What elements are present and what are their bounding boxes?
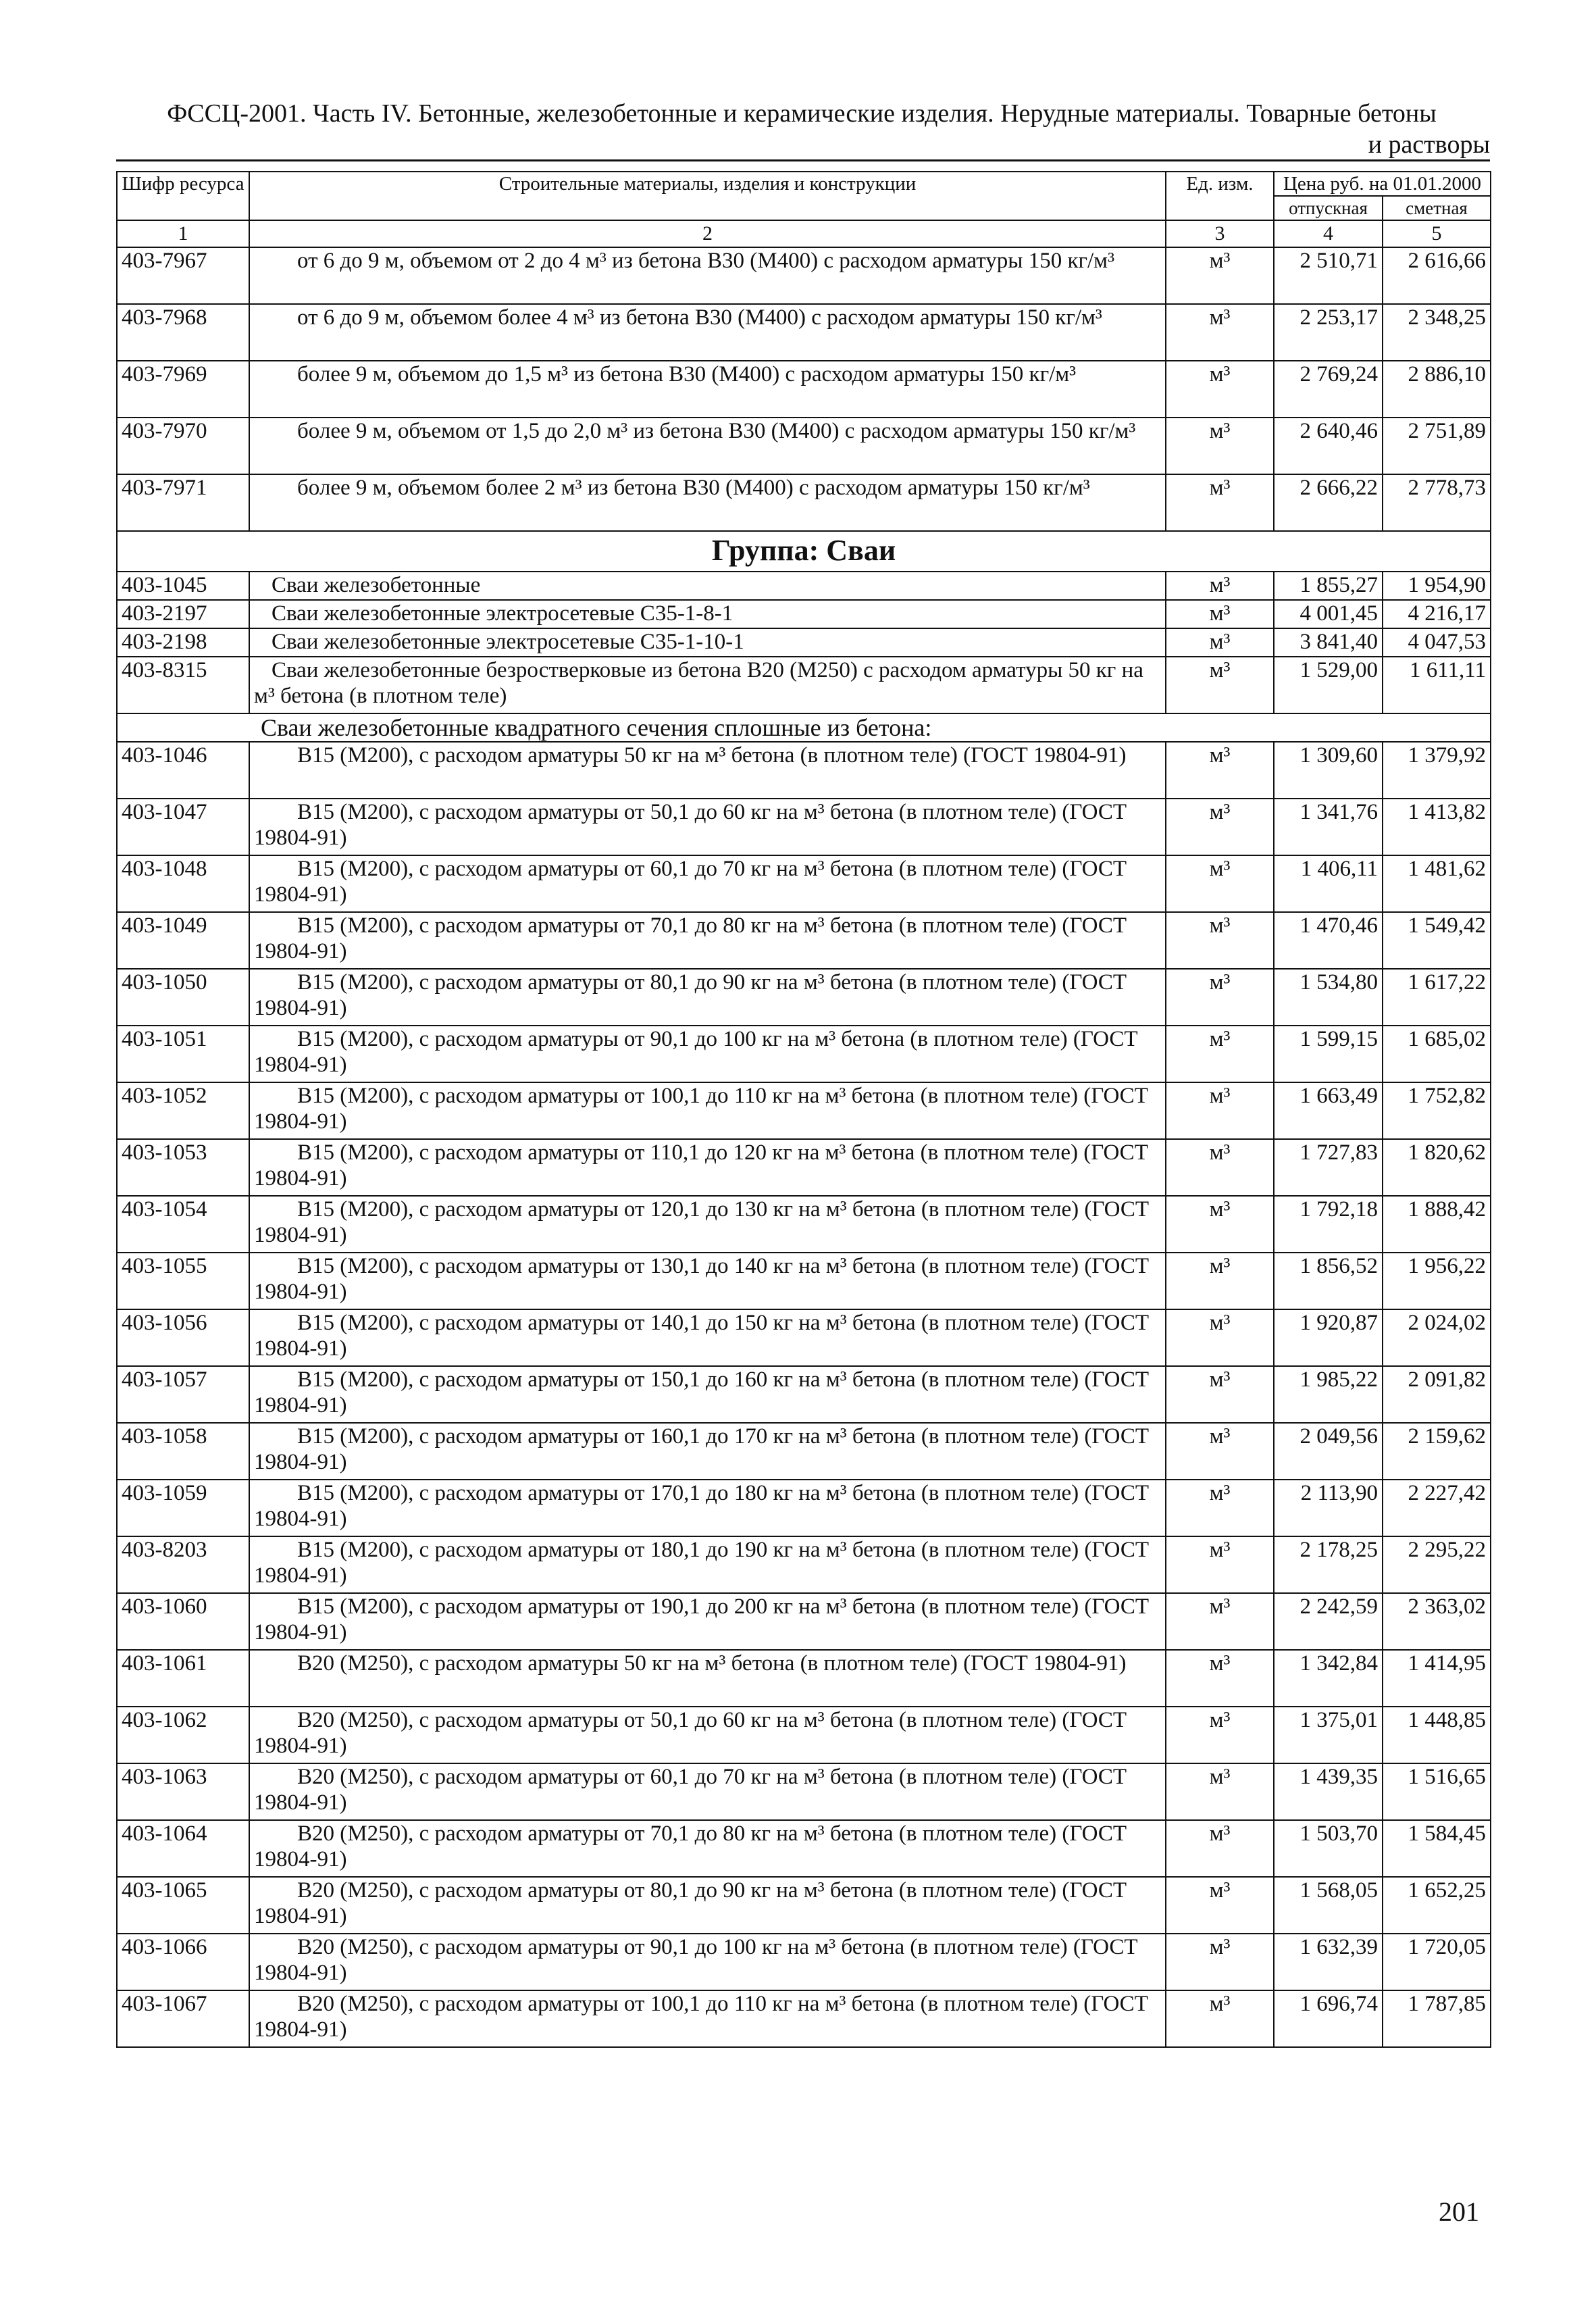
resource-code-cell: 403-2197 <box>117 600 249 628</box>
price-estimate-cell: 1 448,85 <box>1383 1707 1491 1763</box>
column-header-price-estimate: сметная <box>1383 196 1491 220</box>
price-estimate-cell: 1 954,90 <box>1383 572 1491 600</box>
table-section-group <box>117 572 1491 713</box>
price-sale-cell: 1 599,15 <box>1274 1026 1383 1082</box>
description-cell: Сваи железобетонные безростверковые из бетона В20 (М250) с расходом арматуры 50 кг на м³ бетона (в плотном теле) <box>249 657 1166 713</box>
price-sale-cell: 2 049,56 <box>1274 1423 1383 1480</box>
description-cell: Сваи железобетонные электросетевые С35-1-10-1 <box>249 628 1166 657</box>
column-header-name: Строительные материалы, изделия и конструкции <box>249 172 1166 220</box>
table-row <box>117 1423 1491 1480</box>
table-row <box>117 855 1491 912</box>
table-row <box>117 304 1491 361</box>
resource-code-cell: 403-1063 <box>117 1763 249 1820</box>
resource-code-cell: 403-1052 <box>117 1082 249 1139</box>
description-cell: В15 (М200), с расходом арматуры от 140,1 до 150 кг на м³ бетона (в плотном теле) (ГОСТ 19804-91) <box>249 1309 1166 1366</box>
unit-cell: м³ <box>1166 657 1274 713</box>
price-estimate-cell: 1 888,42 <box>1383 1196 1491 1253</box>
price-sale-cell: 1 375,01 <box>1274 1707 1383 1763</box>
column-number: 3 <box>1166 220 1274 247</box>
resource-code-cell: 403-1045 <box>117 572 249 600</box>
price-estimate-cell: 2 295,22 <box>1383 1536 1491 1593</box>
unit-cell: м³ <box>1166 969 1274 1026</box>
unit-cell: м³ <box>1166 1309 1274 1366</box>
unit-cell: м³ <box>1166 799 1274 855</box>
resource-code-cell: 403-7967 <box>117 247 249 304</box>
description-cell: В20 (М250), с расходом арматуры от 90,1 до 100 кг на м³ бетона (в плотном теле) (ГОСТ 19804-91) <box>249 1934 1166 1990</box>
price-sale-cell: 1 534,80 <box>1274 969 1383 1026</box>
description-cell: В20 (М250), с расходом арматуры от 50,1 до 60 кг на м³ бетона (в плотном теле) (ГОСТ 19804-91) <box>249 1707 1166 1763</box>
resource-code-cell: 403-7970 <box>117 418 249 474</box>
table-section-piles <box>117 742 1491 2047</box>
price-sale-cell: 1 568,05 <box>1274 1877 1383 1934</box>
price-estimate-cell: 1 481,62 <box>1383 855 1491 912</box>
description-cell: В15 (М200), с расходом арматуры от 180,1 до 190 кг на м³ бетона (в плотном теле) (ГОСТ 19804-91) <box>249 1536 1166 1593</box>
price-sale-cell: 1 727,83 <box>1274 1139 1383 1196</box>
unit-cell: м³ <box>1166 247 1274 304</box>
column-number: 5 <box>1383 220 1491 247</box>
description-cell: Сваи железобетонные <box>249 572 1166 600</box>
price-sale-cell: 2 640,46 <box>1274 418 1383 474</box>
page-number: 201 <box>1439 2196 1479 2227</box>
price-sale-cell: 1 856,52 <box>1274 1253 1383 1309</box>
price-estimate-cell: 2 024,02 <box>1383 1309 1491 1366</box>
price-estimate-cell: 2 363,02 <box>1383 1593 1491 1650</box>
table-row <box>117 1026 1491 1082</box>
price-estimate-cell: 1 413,82 <box>1383 799 1491 855</box>
resource-code-cell: 403-8315 <box>117 657 249 713</box>
column-header-code: Шифр ресурса <box>117 172 249 220</box>
header-rule <box>116 159 1490 161</box>
resource-code-cell: 403-1062 <box>117 1707 249 1763</box>
price-estimate-cell: 1 617,22 <box>1383 969 1491 1026</box>
price-sale-cell: 1 342,84 <box>1274 1650 1383 1707</box>
unit-cell: м³ <box>1166 304 1274 361</box>
description-cell: Сваи железобетонные электросетевые С35-1-8-1 <box>249 600 1166 628</box>
price-table <box>116 171 1491 2048</box>
document-header-continuation: и растворы <box>1368 130 1490 159</box>
price-sale-cell: 1 696,74 <box>1274 1990 1383 2047</box>
price-sale-cell: 1 663,49 <box>1274 1082 1383 1139</box>
group-title: Группа: Сваи <box>117 531 1491 572</box>
price-estimate-cell: 1 685,02 <box>1383 1026 1491 1082</box>
table-row <box>117 1480 1491 1536</box>
resource-code-cell: 403-1065 <box>117 1877 249 1934</box>
price-estimate-cell: 1 820,62 <box>1383 1139 1491 1196</box>
unit-cell: м³ <box>1166 1026 1274 1082</box>
table-row <box>117 1763 1491 1820</box>
price-sale-cell: 4 001,45 <box>1274 600 1383 628</box>
unit-cell: м³ <box>1166 1139 1274 1196</box>
subheading-text: Сваи железобетонные квадратного сечения сплошные из бетона: <box>117 713 1491 742</box>
subheading-row <box>117 713 1491 742</box>
unit-cell: м³ <box>1166 912 1274 969</box>
table-row <box>117 1082 1491 1139</box>
price-sale-cell: 1 985,22 <box>1274 1366 1383 1423</box>
resource-code-cell: 403-1060 <box>117 1593 249 1650</box>
description-cell: В15 (М200), с расходом арматуры от 130,1 до 140 кг на м³ бетона (в плотном теле) (ГОСТ 19804-91) <box>249 1253 1166 1309</box>
description-cell: В15 (М200), с расходом арматуры от 70,1 до 80 кг на м³ бетона (в плотном теле) (ГОСТ 19804-91) <box>249 912 1166 969</box>
description-cell: более 9 м, объемом до 1,5 м³ из бетона В30 (М400) с расходом арматуры 150 кг/м³ <box>249 361 1166 418</box>
table-row <box>117 1253 1491 1309</box>
table-row <box>117 657 1491 713</box>
description-cell: В15 (М200), с расходом арматуры от 110,1 до 120 кг на м³ бетона (в плотном теле) (ГОСТ 19804-91) <box>249 1139 1166 1196</box>
column-number: 4 <box>1274 220 1383 247</box>
table-row <box>117 969 1491 1026</box>
column-number: 2 <box>249 220 1166 247</box>
resource-code-cell: 403-1046 <box>117 742 249 799</box>
table-section-subheading <box>117 713 1491 742</box>
price-estimate-cell: 1 611,11 <box>1383 657 1491 713</box>
price-sale-cell: 1 406,11 <box>1274 855 1383 912</box>
unit-cell: м³ <box>1166 1650 1274 1707</box>
price-sale-cell: 2 769,24 <box>1274 361 1383 418</box>
unit-cell: м³ <box>1166 1820 1274 1877</box>
price-sale-cell: 2 242,59 <box>1274 1593 1383 1650</box>
unit-cell: м³ <box>1166 418 1274 474</box>
price-sale-cell: 1 632,39 <box>1274 1934 1383 1990</box>
description-cell: В15 (М200), с расходом арматуры от 50,1 до 60 кг на м³ бетона (в плотном теле) (ГОСТ 19804-91) <box>249 799 1166 855</box>
unit-cell: м³ <box>1166 1366 1274 1423</box>
table-row <box>117 418 1491 474</box>
price-sale-cell: 3 841,40 <box>1274 628 1383 657</box>
resource-code-cell: 403-1053 <box>117 1139 249 1196</box>
price-sale-cell: 1 529,00 <box>1274 657 1383 713</box>
description-cell: более 9 м, объемом более 2 м³ из бетона В30 (М400) с расходом арматуры 150 кг/м³ <box>249 474 1166 531</box>
price-estimate-cell: 2 886,10 <box>1383 361 1491 418</box>
table-row <box>117 1593 1491 1650</box>
description-cell: В20 (М250), с расходом арматуры от 60,1 до 70 кг на м³ бетона (в плотном теле) (ГОСТ 19804-91) <box>249 1763 1166 1820</box>
resource-code-cell: 403-1059 <box>117 1480 249 1536</box>
unit-cell: м³ <box>1166 1536 1274 1593</box>
unit-cell: м³ <box>1166 572 1274 600</box>
document-header: ФССЦ-2001. Часть IV. Бетонные, железобетонные и керамические изделия. Нерудные материалы. Товарные бетоны <box>167 99 1437 128</box>
resource-code-cell: 403-1055 <box>117 1253 249 1309</box>
unit-cell: м³ <box>1166 1877 1274 1934</box>
price-estimate-cell: 4 216,17 <box>1383 600 1491 628</box>
description-cell: В15 (М200), с расходом арматуры от 120,1 до 130 кг на м³ бетона (в плотном теле) (ГОСТ 19804-91) <box>249 1196 1166 1253</box>
table-row <box>117 361 1491 418</box>
resource-code-cell: 403-1051 <box>117 1026 249 1082</box>
table-row <box>117 247 1491 304</box>
resource-code-cell: 403-1057 <box>117 1366 249 1423</box>
table-row <box>117 1820 1491 1877</box>
unit-cell: м³ <box>1166 855 1274 912</box>
table-row <box>117 1707 1491 1763</box>
price-estimate-cell: 2 778,73 <box>1383 474 1491 531</box>
resource-code-cell: 403-1066 <box>117 1934 249 1990</box>
unit-cell: м³ <box>1166 1707 1274 1763</box>
resource-code-cell: 403-1061 <box>117 1650 249 1707</box>
column-header-price: Цена руб. на 01.01.2000 <box>1274 172 1491 196</box>
table-row <box>117 1990 1491 2047</box>
unit-cell: м³ <box>1166 628 1274 657</box>
unit-cell: м³ <box>1166 1253 1274 1309</box>
price-sale-cell: 1 503,70 <box>1274 1820 1383 1877</box>
price-sale-cell: 2 178,25 <box>1274 1536 1383 1593</box>
resource-code-cell: 403-1067 <box>117 1990 249 2047</box>
resource-code-cell: 403-1048 <box>117 855 249 912</box>
resource-code-cell: 403-1049 <box>117 912 249 969</box>
price-estimate-cell: 1 652,25 <box>1383 1877 1491 1934</box>
table-section-group-header <box>117 531 1491 572</box>
price-sale-cell: 1 792,18 <box>1274 1196 1383 1253</box>
table-row <box>117 1877 1491 1934</box>
unit-cell: м³ <box>1166 1082 1274 1139</box>
table-row <box>117 1196 1491 1253</box>
price-sale-cell: 1 309,60 <box>1274 742 1383 799</box>
description-cell: В15 (М200), с расходом арматуры от 100,1 до 110 кг на м³ бетона (в плотном теле) (ГОСТ 19804-91) <box>249 1082 1166 1139</box>
price-sale-cell: 2 510,71 <box>1274 247 1383 304</box>
description-cell: В15 (М200), с расходом арматуры от 190,1 до 200 кг на м³ бетона (в плотном теле) (ГОСТ 19804-91) <box>249 1593 1166 1650</box>
resource-code-cell: 403-1054 <box>117 1196 249 1253</box>
description-cell: В15 (М200), с расходом арматуры от 60,1 до 70 кг на м³ бетона (в плотном теле) (ГОСТ 19804-91) <box>249 855 1166 912</box>
unit-cell: м³ <box>1166 1423 1274 1480</box>
description-cell: В15 (М200), с расходом арматуры от 90,1 до 100 кг на м³ бетона (в плотном теле) (ГОСТ 19804-91) <box>249 1026 1166 1082</box>
table-row <box>117 628 1491 657</box>
unit-cell: м³ <box>1166 1593 1274 1650</box>
description-cell: более 9 м, объемом от 1,5 до 2,0 м³ из бетона В30 (М400) с расходом арматуры 150 кг/м³ <box>249 418 1166 474</box>
price-sale-cell: 1 341,76 <box>1274 799 1383 855</box>
unit-cell: м³ <box>1166 1196 1274 1253</box>
price-sale-cell: 1 855,27 <box>1274 572 1383 600</box>
price-sale-cell: 2 253,17 <box>1274 304 1383 361</box>
price-sale-cell: 1 470,46 <box>1274 912 1383 969</box>
group-heading-row <box>117 531 1491 572</box>
resource-code-cell: 403-7968 <box>117 304 249 361</box>
unit-cell: м³ <box>1166 1990 1274 2047</box>
resource-code-cell: 403-7971 <box>117 474 249 531</box>
description-cell: В15 (М200), с расходом арматуры от 150,1 до 160 кг на м³ бетона (в плотном теле) (ГОСТ 19804-91) <box>249 1366 1166 1423</box>
table-row <box>117 799 1491 855</box>
price-estimate-cell: 1 720,05 <box>1383 1934 1491 1990</box>
table-row <box>117 1309 1491 1366</box>
resource-code-cell: 403-8203 <box>117 1536 249 1593</box>
price-estimate-cell: 1 379,92 <box>1383 742 1491 799</box>
resource-code-cell: 403-7969 <box>117 361 249 418</box>
price-estimate-cell: 4 047,53 <box>1383 628 1491 657</box>
description-cell: В15 (М200), с расходом арматуры от 80,1 до 90 кг на м³ бетона (в плотном теле) (ГОСТ 19804-91) <box>249 969 1166 1026</box>
table-row <box>117 742 1491 799</box>
price-estimate-cell: 1 584,45 <box>1383 1820 1491 1877</box>
table-row <box>117 1536 1491 1593</box>
unit-cell: м³ <box>1166 1763 1274 1820</box>
price-estimate-cell: 2 348,25 <box>1383 304 1491 361</box>
description-cell: В15 (М200), с расходом арматуры от 160,1 до 170 кг на м³ бетона (в плотном теле) (ГОСТ 19804-91) <box>249 1423 1166 1480</box>
price-estimate-cell: 1 956,22 <box>1383 1253 1491 1309</box>
price-estimate-cell: 1 787,85 <box>1383 1990 1491 2047</box>
column-number-row <box>117 220 1491 247</box>
price-estimate-cell: 1 752,82 <box>1383 1082 1491 1139</box>
table-row <box>117 474 1491 531</box>
table-row <box>117 1934 1491 1990</box>
resource-code-cell: 403-1058 <box>117 1423 249 1480</box>
price-sale-cell: 1 439,35 <box>1274 1763 1383 1820</box>
resource-code-cell: 403-2198 <box>117 628 249 657</box>
price-sale-cell: 1 920,87 <box>1274 1309 1383 1366</box>
price-sale-cell: 2 666,22 <box>1274 474 1383 531</box>
price-estimate-cell: 1 549,42 <box>1383 912 1491 969</box>
table-row <box>117 600 1491 628</box>
description-cell: В15 (М200), с расходом арматуры от 170,1 до 180 кг на м³ бетона (в плотном теле) (ГОСТ 19804-91) <box>249 1480 1166 1536</box>
description-cell: В20 (М250), с расходом арматуры от 70,1 до 80 кг на м³ бетона (в плотном теле) (ГОСТ 19804-91) <box>249 1820 1166 1877</box>
column-header-price-sale: отпускная <box>1274 196 1383 220</box>
table-section-top <box>117 247 1491 531</box>
resource-code-cell: 403-1056 <box>117 1309 249 1366</box>
resource-code-cell: 403-1050 <box>117 969 249 1026</box>
unit-cell: м³ <box>1166 1934 1274 1990</box>
description-cell: от 6 до 9 м, объемом более 4 м³ из бетона В30 (М400) с расходом арматуры 150 кг/м³ <box>249 304 1166 361</box>
price-estimate-cell: 2 159,62 <box>1383 1423 1491 1480</box>
unit-cell: м³ <box>1166 742 1274 799</box>
description-cell: от 6 до 9 м, объемом от 2 до 4 м³ из бетона В30 (М400) с расходом арматуры 150 кг/м³ <box>249 247 1166 304</box>
price-estimate-cell: 2 227,42 <box>1383 1480 1491 1536</box>
table-row <box>117 572 1491 600</box>
column-header-unit: Ед. изм. <box>1166 172 1274 220</box>
description-cell: В20 (М250), с расходом арматуры от 100,1 до 110 кг на м³ бетона (в плотном теле) (ГОСТ 19804-91) <box>249 1990 1166 2047</box>
table-row <box>117 912 1491 969</box>
unit-cell: м³ <box>1166 600 1274 628</box>
description-cell: В20 (М250), с расходом арматуры 50 кг на м³ бетона (в плотном теле) (ГОСТ 19804-91) <box>249 1650 1166 1707</box>
unit-cell: м³ <box>1166 474 1274 531</box>
column-number: 1 <box>117 220 249 247</box>
resource-code-cell: 403-1047 <box>117 799 249 855</box>
resource-code-cell: 403-1064 <box>117 1820 249 1877</box>
price-sale-cell: 2 113,90 <box>1274 1480 1383 1536</box>
unit-cell: м³ <box>1166 361 1274 418</box>
price-estimate-cell: 2 751,89 <box>1383 418 1491 474</box>
price-estimate-cell: 1 414,95 <box>1383 1650 1491 1707</box>
price-estimate-cell: 2 091,82 <box>1383 1366 1491 1423</box>
description-cell: В15 (М200), с расходом арматуры 50 кг на м³ бетона (в плотном теле) (ГОСТ 19804-91) <box>249 742 1166 799</box>
price-estimate-cell: 1 516,65 <box>1383 1763 1491 1820</box>
table-row <box>117 1366 1491 1423</box>
unit-cell: м³ <box>1166 1480 1274 1536</box>
table-row <box>117 1650 1491 1707</box>
table-row <box>117 1139 1491 1196</box>
price-estimate-cell: 2 616,66 <box>1383 247 1491 304</box>
description-cell: В20 (М250), с расходом арматуры от 80,1 до 90 кг на м³ бетона (в плотном теле) (ГОСТ 19804-91) <box>249 1877 1166 1934</box>
